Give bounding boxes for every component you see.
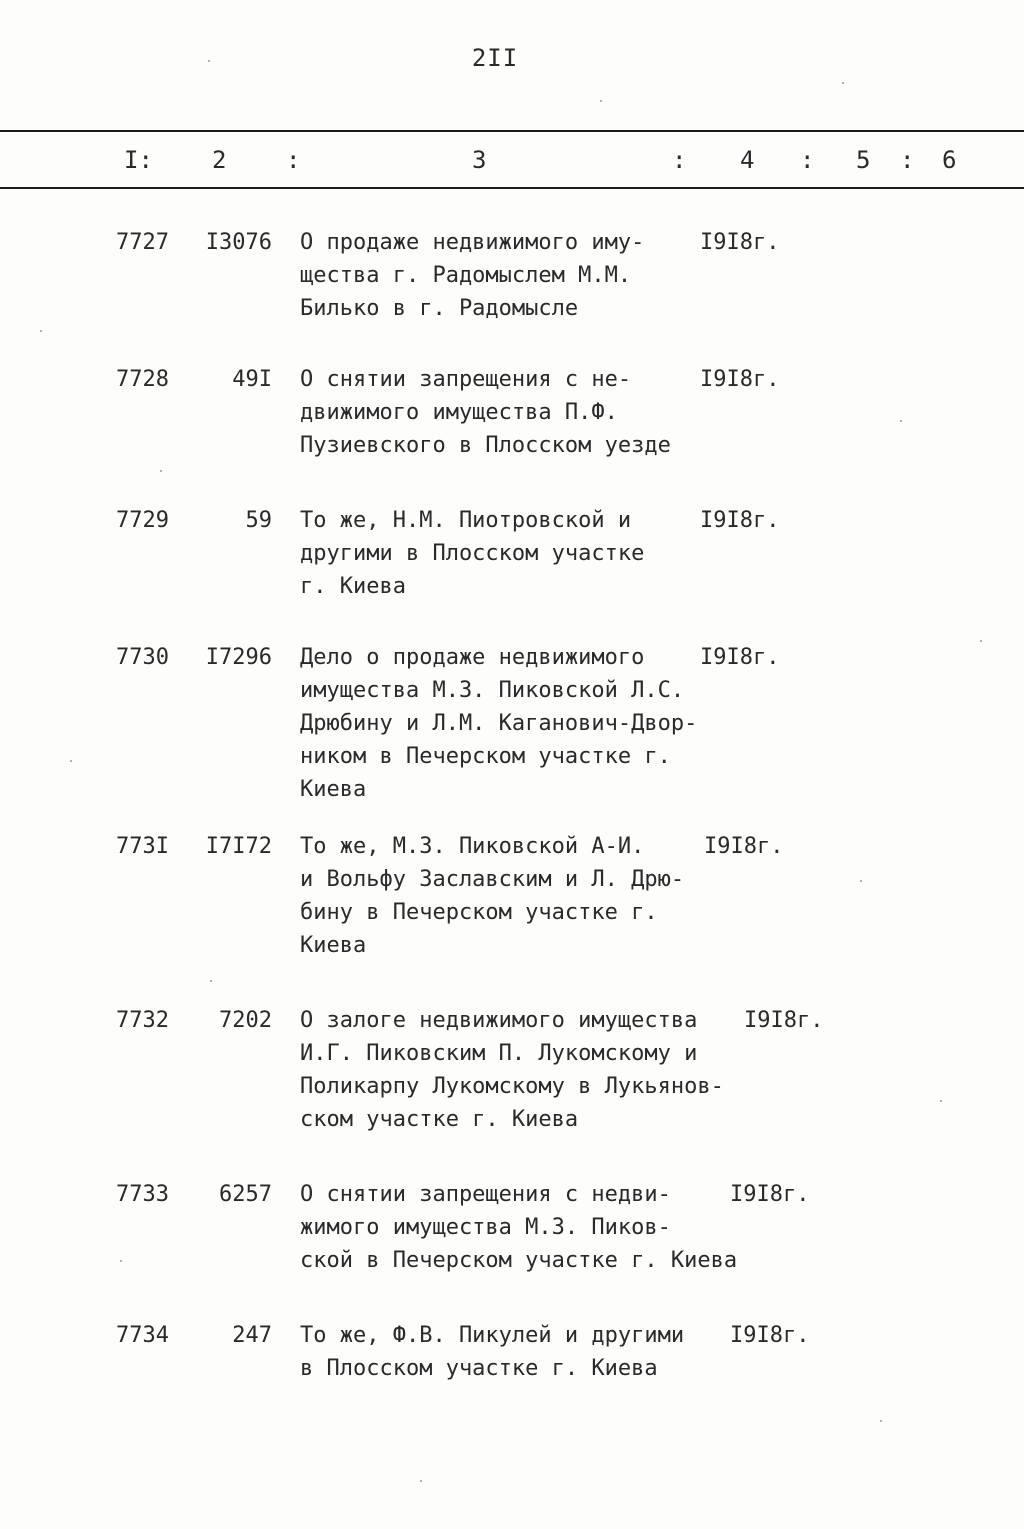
description-line: ской в Печерском участке г. Киева — [300, 1248, 738, 1273]
description-line: Киева — [300, 777, 367, 802]
entry-number: 7733 — [116, 1182, 169, 1207]
entry-code: 247 — [232, 1323, 272, 1348]
entry-number: 7734 — [116, 1323, 169, 1348]
entry-year: I9I8г. — [730, 1182, 810, 1207]
scan-speck — [860, 880, 862, 882]
description-line: Билько в г. Радомысле — [300, 296, 579, 321]
description-line: Пузиевского в Плосском уезде — [300, 433, 671, 458]
list-item — [0, 1004, 1024, 1136]
entry-number: 7728 — [116, 367, 169, 392]
description-line: О снятии запрещения с не- — [300, 367, 632, 392]
description-line: О снятии запрещения с недви- — [300, 1182, 671, 1207]
column-header-4: 4 — [740, 146, 755, 174]
entry-number: 7727 — [116, 230, 169, 255]
description-line: ском участке г. Киева — [300, 1107, 579, 1132]
entry-year: I9I8г. — [700, 230, 780, 255]
list-item — [0, 1178, 1024, 1277]
entry-year: I9I8г. — [730, 1323, 810, 1348]
page-number: 2II — [471, 44, 519, 72]
entry-year: I9I8г. — [704, 834, 784, 859]
scan-speck — [120, 1260, 122, 1262]
scan-speck — [940, 1100, 942, 1102]
list-item — [0, 830, 1024, 962]
list-item — [0, 504, 1024, 603]
description-line: Дело о продаже недвижимого — [300, 645, 645, 670]
scan-speck — [600, 100, 602, 102]
header-bottom-rule — [0, 187, 1024, 189]
entry-number: 773I — [116, 834, 169, 859]
entry-code: I3076 — [205, 230, 272, 255]
scan-speck — [70, 760, 72, 762]
column-headers — [0, 146, 1024, 178]
description-line: имущества М.З. Пиковской Л.С. — [300, 678, 685, 703]
entry-number: 7732 — [116, 1008, 169, 1033]
entry-code: 59 — [245, 508, 272, 533]
column-header-1: I: — [124, 146, 153, 174]
list-item — [0, 1319, 1024, 1385]
entry-description — [300, 830, 700, 962]
column-separator: : — [672, 146, 687, 174]
column-header-3: 3 — [472, 146, 487, 174]
list-item — [0, 641, 1024, 806]
description-line: Киева — [300, 933, 367, 958]
entry-year: I9I8г. — [700, 367, 780, 392]
description-line: О продаже недвижимого иму- — [300, 230, 645, 255]
column-separator: : — [286, 146, 301, 174]
entry-year: I9I8г. — [700, 508, 780, 533]
description-line: жимого имущества М.З. Пиков- — [300, 1215, 671, 1240]
entry-code: 6257 — [219, 1182, 272, 1207]
description-line: ником в Печерском участке г. — [300, 744, 671, 769]
entry-year: I9I8г. — [744, 1008, 824, 1033]
description-line: То же, М.З. Пиковской А-И. — [300, 834, 645, 859]
scan-speck — [208, 60, 210, 62]
entry-year: I9I8г. — [700, 645, 780, 670]
scan-speck — [160, 470, 162, 472]
scan-speck — [900, 420, 902, 422]
description-line: Дрюбину и Л.М. Каганович-Двор- — [300, 711, 698, 736]
column-header-5: 5 — [856, 146, 871, 174]
description-line: щества г. Радомыслем М.М. — [300, 263, 632, 288]
entry-description — [300, 363, 700, 462]
entry-number: 7730 — [116, 645, 169, 670]
scan-speck — [980, 640, 982, 642]
description-line: бину в Печерском участке г. — [300, 900, 658, 925]
description-line: Поликарпу Лукомскому в Лукьянов- — [300, 1074, 724, 1099]
scan-speck — [420, 1480, 422, 1482]
column-separator: : — [900, 146, 915, 174]
entry-code: 7202 — [219, 1008, 272, 1033]
description-line: То же, Н.М. Пиотровской и — [300, 508, 632, 533]
description-line: И.Г. Пиковским П. Лукомскому и — [300, 1041, 698, 1066]
description-line: То же, Ф.В. Пикулей и другими — [300, 1323, 685, 1348]
column-separator: : — [800, 146, 815, 174]
entry-description — [300, 1004, 724, 1136]
entry-code: I7296 — [205, 645, 272, 670]
list-item — [0, 363, 1024, 462]
description-line: О залоге недвижимого имущества — [300, 1008, 698, 1033]
scan-speck — [880, 1420, 882, 1422]
entry-code: 49I — [232, 367, 272, 392]
entry-number: 7729 — [116, 508, 169, 533]
description-line: г. Киева — [300, 574, 406, 599]
column-header-2: 2 — [212, 146, 227, 174]
entry-description — [300, 1319, 700, 1385]
header-top-rule — [0, 130, 1024, 132]
description-line: движимого имущества П.Ф. — [300, 400, 618, 425]
entry-description — [300, 504, 700, 603]
entry-description — [300, 226, 700, 325]
description-line: другими в Плосском участке — [300, 541, 645, 566]
scan-speck — [40, 330, 42, 332]
entries-list — [0, 226, 1024, 1385]
entry-description — [300, 641, 700, 806]
column-header-6: 6 — [942, 146, 957, 174]
entry-description — [300, 1178, 738, 1277]
description-line: и Вольфу Заславским и Л. Дрю- — [300, 867, 685, 892]
entry-code: I7I72 — [205, 834, 272, 859]
scan-speck — [842, 82, 844, 84]
list-item — [0, 226, 1024, 325]
scan-speck — [210, 980, 212, 982]
description-line: в Плосском участке г. Киева — [300, 1356, 658, 1381]
